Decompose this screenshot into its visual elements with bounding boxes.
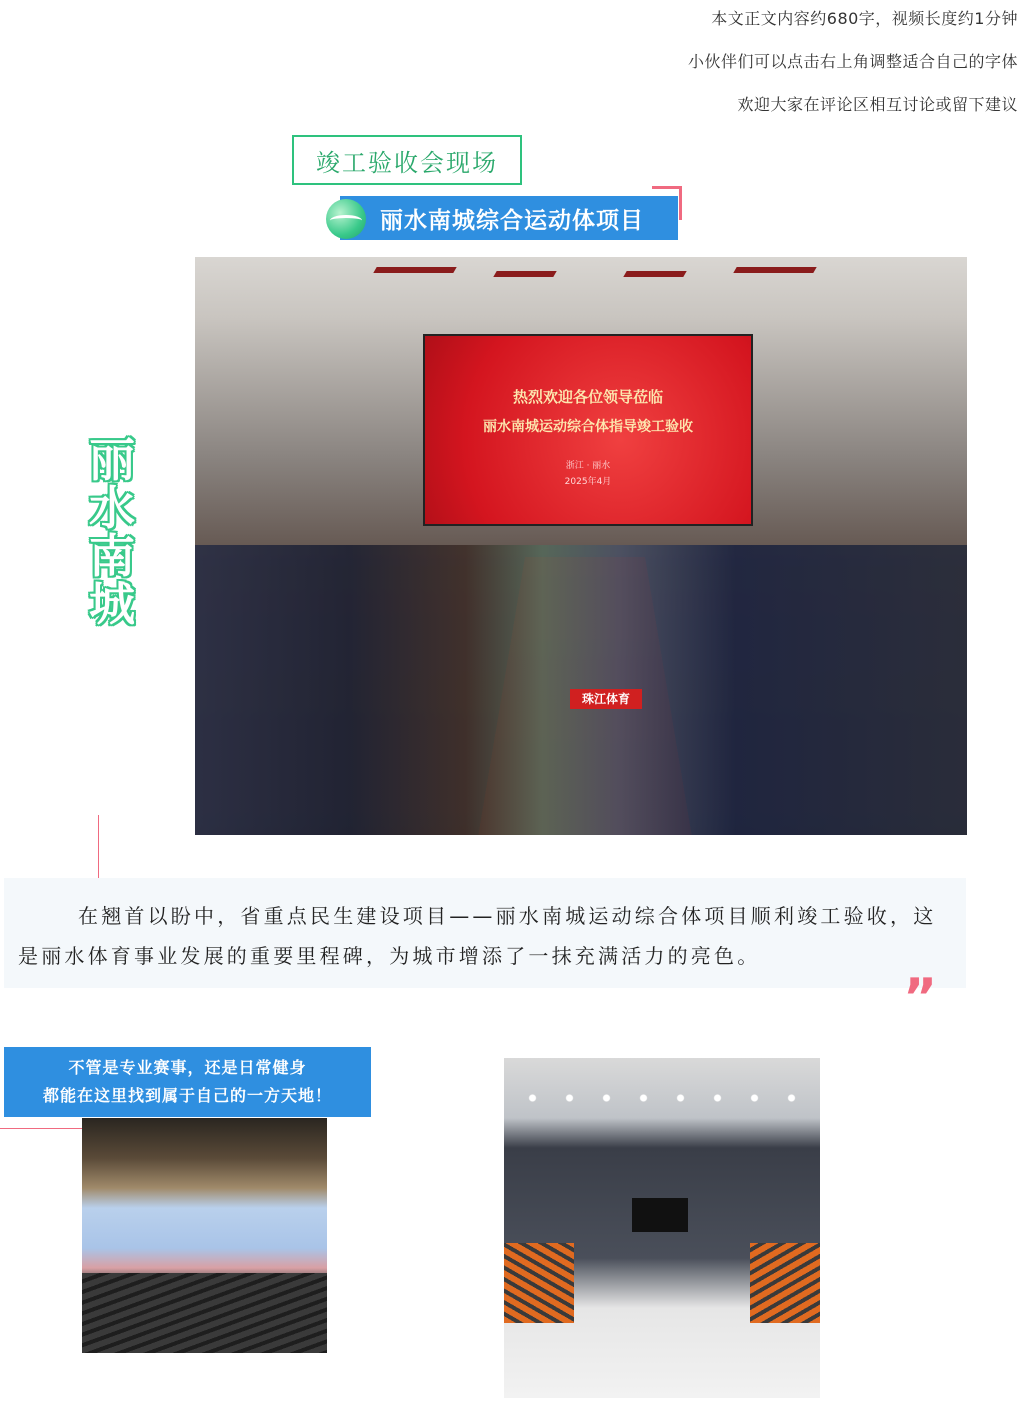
screen-subtitle: 丽水南城运动综合体指导竣工验收	[483, 419, 693, 435]
vertical-title: 丽水南城	[89, 433, 135, 631]
screen-date: 2025年4月	[564, 477, 612, 487]
table-sign: 珠江体育	[570, 689, 642, 709]
ceiling-light	[493, 271, 556, 277]
hall-seats-right	[750, 1243, 820, 1323]
intro-note-3: 欢迎大家在评论区相互讨论或留下建议	[737, 95, 1018, 114]
quote-mark-icon: ”	[903, 968, 938, 1028]
intro-note-2: 小伙伴们可以点击右上角调整适合自己的字体	[687, 52, 1018, 71]
hall-screen	[632, 1198, 688, 1232]
arena-seats	[82, 1273, 327, 1353]
led-screen	[423, 334, 753, 526]
ball-icon	[326, 199, 366, 239]
caption-badge	[4, 1047, 371, 1117]
ceiling-light	[373, 267, 456, 273]
project-title: 丽水南城综合运动体项目	[340, 196, 678, 240]
arena-photo	[82, 1118, 327, 1353]
screen-welcome: 热烈欢迎各位领导莅临	[512, 388, 663, 406]
meeting-photo	[195, 257, 967, 835]
ceiling-light	[733, 267, 816, 273]
screen-location: 浙江 · 丽水	[565, 461, 611, 471]
section-tag: 竣工验收会现场	[292, 135, 522, 185]
hall-photo	[504, 1058, 820, 1398]
hall-lights	[514, 1088, 810, 1108]
ceiling-light	[623, 271, 686, 277]
caption-line-1: 不管是专业赛事，还是日常健身	[68, 1058, 307, 1077]
quote-text: 在翘首以盼中，省重点民生建设项目——丽水南城运动综合体项目顺利竣工验收，这是丽水体育事业发展的重要里程碑，为城市增添了一抹充满活力的亮色。	[18, 904, 937, 968]
caption-line-2: 都能在这里找到属于自己的一方天地！	[42, 1086, 332, 1105]
intro-note-1: 本文正文内容约680字，视频长度约1分钟	[711, 9, 1018, 28]
hall-seats-left	[504, 1243, 574, 1323]
